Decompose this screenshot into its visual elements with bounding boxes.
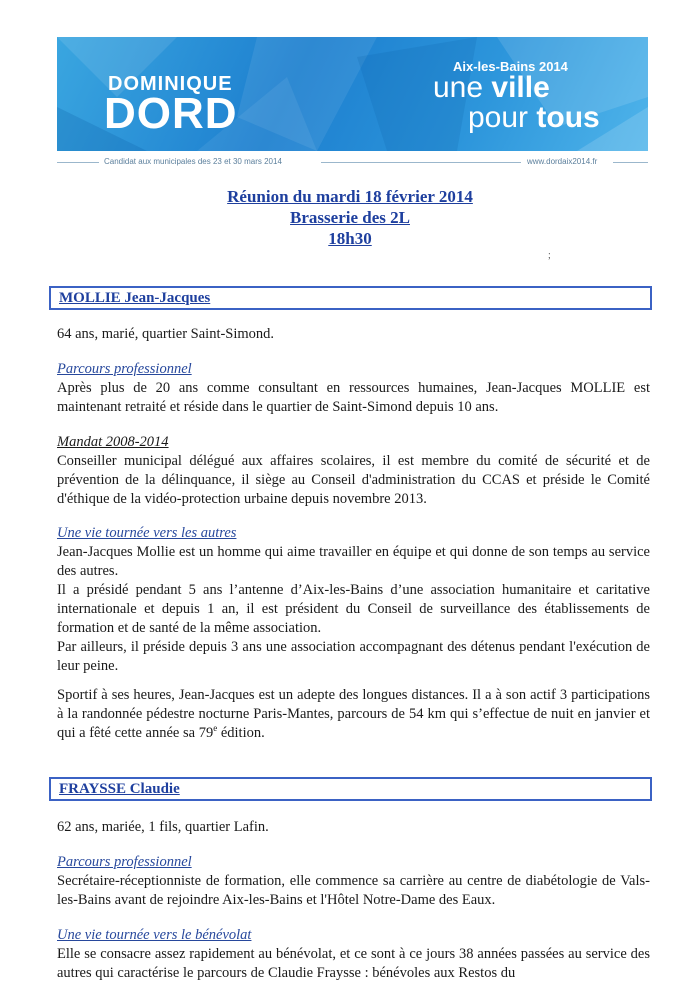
slogan-line-1: une ville [433, 71, 550, 104]
subline-rule-right [613, 162, 648, 163]
candidate-first-name: DOMINIQUE [108, 73, 233, 95]
subline-rule-left [57, 162, 99, 163]
meeting-header [0, 186, 700, 249]
paragraph-vie-mollie-3: Par ailleurs, il préside depuis 3 ans une association accompagnant des détenus pendant l'exécution de leur peine. [57, 639, 650, 674]
section-title: MOLLIE Jean-Jacques [59, 290, 211, 306]
intro-fraysse: 62 ans, mariée, 1 fils, quartier Lafin. [57, 819, 269, 835]
candidate-line: Candidat aux municipales des 23 et 30 mars 2014 [104, 157, 282, 166]
heading-mandat-mollie: Mandat 2008-2014 [57, 434, 169, 450]
paragraph-mandat-mollie: Conseiller municipal délégué aux affaires scolaires, il est membre du comité de sécurité et de prévention de la délinquance, il siège au Conseil d'administration du CCAS et préside le Comité d'éthique de la vidéo-protection urbaine depuis novembre 2013. [57, 453, 650, 507]
paragraph-benevolat-fraysse: Elle se consacre assez rapidement au bénévolat, et ce sont à ce jours 38 années passées au service des autres qui caractérise le parcours de Claudie Fraysse : bénévoles aux Restos du [57, 946, 650, 981]
paragraph-vie-mollie-2: Il a présidé pendant 5 ans l’antenne d’Aix-les-Bains d’une association humanitaire et caritative internationale et depuis 1 an, il est président du Conseil de surveillance des établissements de formation et de santé de la même association. [57, 582, 650, 636]
paragraph-sport-mollie: Sportif à ses heures, Jean-Jacques est un adepte des longues distances. Il a à son actif 3 participations à la randonnée pédestre nocturne Paris-Mantes, parcours de 54 km qui s’effectue de nuit en janvier et qui a fêté cette année sa 79e édition. [57, 687, 650, 741]
city-year: Aix-les-Bains 2014 [453, 59, 568, 74]
meeting-date: Réunion du mardi 18 février 2014 [227, 187, 473, 206]
slogan-line-2: pour tous [468, 101, 600, 134]
meeting-venue: Brasserie des 2L [290, 208, 410, 227]
paragraph-vie-mollie-1: Jean-Jacques Mollie est un homme qui aime travailler en équipe et qui donne de son temps au service des autres. [57, 544, 650, 579]
candidate-name [104, 73, 238, 138]
heading-benevolat-fraysse: Une vie tournée vers le bénévolat [57, 927, 252, 943]
section-title: FRAYSSE Claudie [59, 781, 180, 797]
banner-subline [57, 156, 648, 170]
meeting-time: 18h30 [328, 229, 372, 248]
heading-parcours-fraysse: Parcours professionnel [57, 854, 192, 870]
stray-mark: ; [548, 250, 551, 261]
heading-vie-mollie: Une vie tournée vers les autres [57, 525, 237, 541]
intro-mollie: 64 ans, marié, quartier Saint-Simond. [57, 326, 275, 342]
paragraph-parcours-mollie: Après plus de 20 ans comme consultant en ressources humaines, Jean-Jacques MOLLIE est maintenant retraité et réside dans le quartier de Saint-Simond depuis 10 ans. [57, 380, 650, 415]
heading-parcours-mollie: Parcours professionnel [57, 361, 192, 377]
subline-rule-middle [321, 162, 521, 163]
section-header-fraysse [49, 777, 652, 801]
section-header-mollie [49, 286, 652, 310]
paragraph-parcours-fraysse: Secrétaire-réceptionniste de formation, elle commence sa carrière au centre de diabétologie de Vals-les-Bains avant de rejoindre Aix-les-Bains et l'Hôtel Notre-Dame des Eaux. [57, 873, 650, 908]
website-link[interactable]: www.dordaix2014.fr [527, 157, 598, 166]
candidate-last-name: DORD [104, 89, 238, 138]
campaign-banner [57, 37, 648, 151]
